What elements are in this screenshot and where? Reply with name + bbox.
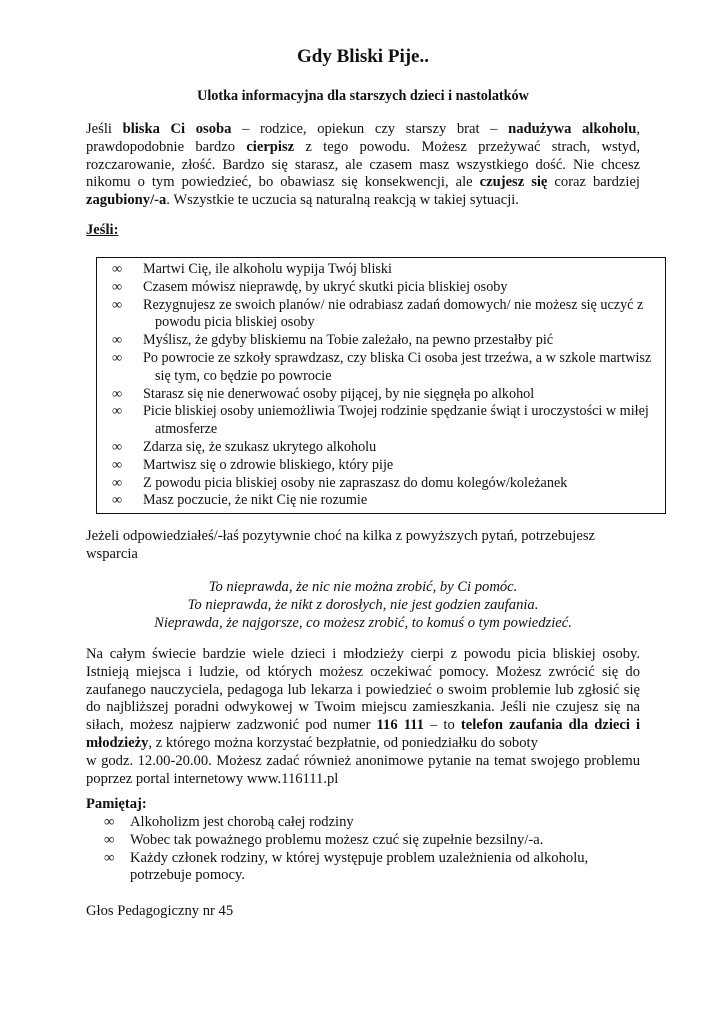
checklist-box [96,257,666,514]
infinity-bullet-icon: ∞ [112,278,123,295]
intro-text-3: , prawdopodobnie bardzo [86,121,640,155]
intro-paragraph [86,121,640,210]
checklist-item: ∞ Zdarza się, że szukasz ukrytego alkoholu [112,438,377,455]
checklist-item: ∞ Czasem mówisz nieprawdę, by ukryć skutki picia bliskiej osoby [112,278,508,295]
remember-item: ∞ Alkoholizm jest chorobą całej rodziny [104,814,354,830]
checklist-item: ∞ Martwi Cię, ile alkoholu wypija Twój bliski [112,261,392,277]
checklist [112,261,657,510]
intro-bold-4: czujesz się [479,174,548,191]
help-phone-number: 116 111 [376,717,424,734]
checklist-item: ∞ Po powrocie ze szkoły sprawdzasz, czy bliska Ci osoba jest trzeźwa, a w szkole martwisz się tym, co będzie po powrocie [112,349,652,384]
jesli-heading: Jeśli: [86,222,119,238]
intro-bold-3: cierpisz [246,138,295,155]
remember-heading: Pamiętaj: [86,796,147,812]
infinity-bullet-icon: ∞ [112,296,123,313]
help-text-3: , z którego można korzystać bezpłatnie, od poniedziałku do soboty [148,734,538,751]
intro-bold-2: nadużywa alkoholu [508,121,637,137]
checklist-item: ∞ Starasz się nie denerwować osoby pijącej, by nie sięgnęła po alkohol [112,385,535,402]
checklist-item: ∞ Rezygnujesz ze swoich planów/ nie odrabiasz zadań domowych/ nie możesz się uczyć z powodu picia bliskiej osoby [112,296,644,331]
remember-item: ∞ Wobec tak poważnego problemu możesz czuć się zupełnie bezsilny/-a. [104,831,544,848]
remember-list [100,814,640,885]
intro-text-1: Jeśli [86,121,123,137]
infinity-bullet-icon: ∞ [112,261,123,277]
document-subtitle: Ulotka informacyjna dla starszych dzieci i nastolatków [197,88,529,104]
infinity-bullet-icon: ∞ [112,474,123,491]
source-citation: Głos Pedagogiczny nr 45 [86,903,234,919]
checklist-item: ∞ Picie bliskiej osoby uniemożliwia Twojej rodzinie spędzanie świąt i uroczystości w miłej atmosferze [112,403,649,438]
infinity-bullet-icon: ∞ [112,332,123,349]
quotes-block [86,579,640,632]
infinity-bullet-icon: ∞ [104,831,115,848]
help-phone-name: telefon zaufania dla dzieci i młodzieży [86,717,641,751]
infinity-bullet-icon: ∞ [104,849,115,866]
remember-item: ∞ Każdy członek rodziny, w której występuje problem uzależnienia od alkoholu, potrzebuje pomocy. [104,849,589,884]
quote-line: Nieprawda, że najgorsze, co możesz zrobić, to komuś o tym powiedzieć. [154,614,572,631]
help-text-2: – to [423,717,461,734]
intro-bold-1: bliska Ci osoba [122,121,232,137]
infinity-bullet-icon: ∞ [112,349,123,366]
help-paragraph [86,646,640,788]
intro-text-6: . Wszystkie te uczucia są naturalną reakcją w takiej sytuacji. [166,192,519,209]
checklist-item: ∞ Martwisz się o zdrowie bliskiego, który pije [112,456,394,473]
support-paragraph: Jeżeli odpowiedziałeś/-łaś pozytywnie choć na kilka z powyższych pytań, potrzebujesz wsparcia [86,528,595,562]
checklist-item: ∞ Masz poczucie, że nikt Cię nie rozumie [112,492,368,509]
intro-bold-5: zagubiony/-a [86,192,167,209]
intro-text-5: coraz bardziej [547,174,640,191]
intro-text-4: z tego powodu. Możesz przeżywać strach, wstyd, rozczarowanie, złość. Bardzo się starasz, ale czasem masz wszystkiego dość. Nie chcesz nikomu o tym powiedzieć, bo obawiasz się konsekwencji, ale [86,138,640,191]
infinity-bullet-icon: ∞ [104,814,115,830]
infinity-bullet-icon: ∞ [112,492,123,509]
infinity-bullet-icon: ∞ [112,403,123,420]
help-text-1: Na całym świecie bardzie wiele dzieci i młodzieży cierpi z powodu picia bliskiej osoby. Istnieją miejsca i ludzie, od których możesz oczekiwać pomocy. Możesz zwrócić się do zaufanego nauczyciela, pedagoga lub lekarza i powiedzieć o swoim problemie lub zgłosić się do najbliższej poradni odwykowej w Twoim miejscu zamieszkania. Jeśli nie czujesz się na siłach, możesz najpierw zadzwonić pod numer [86,646,640,734]
quote-line: To nieprawda, że nic nie można zrobić, by Ci pomóc. [208,579,518,595]
help-text-4: w godz. 12.00-20.00. Możesz zadać również anonimowe pytanie na temat swojego problemu poprzez portal internetowy www.116111.pl [86,752,640,787]
infinity-bullet-icon: ∞ [112,385,123,402]
infinity-bullet-icon: ∞ [112,438,123,455]
checklist-item: ∞ Z powodu picia bliskiej osoby nie zapraszasz do domu kolegów/koleżanek [112,474,568,491]
intro-text-2: – rodzice, opiekun czy starszy brat – [231,121,509,137]
document-title: Gdy Bliski Pije.. [297,46,429,67]
infinity-bullet-icon: ∞ [112,456,123,473]
quote-line: To nieprawda, że nikt z dorosłych, nie jest godzien zaufania. [187,596,539,613]
checklist-item: ∞ Myślisz, że gdyby bliskiemu na Tobie zależało, na pewno przestałby pić [112,332,554,349]
